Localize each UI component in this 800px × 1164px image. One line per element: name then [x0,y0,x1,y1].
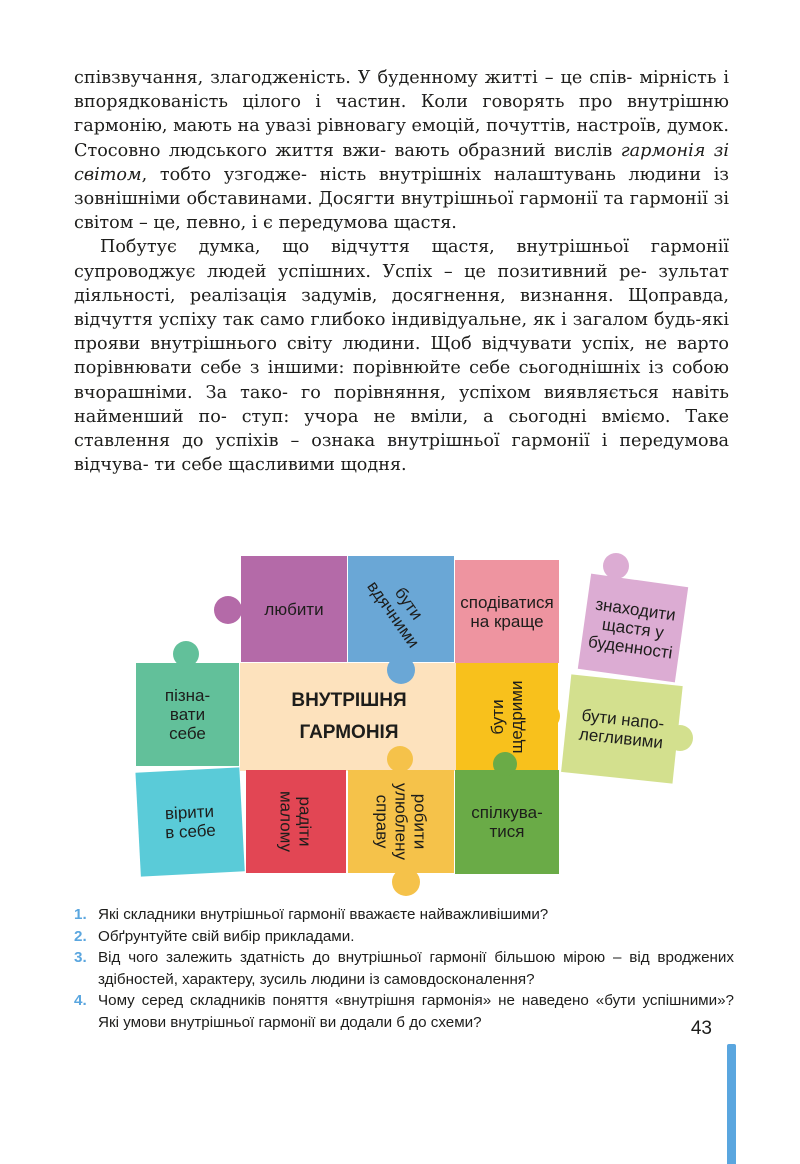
question-text: Обґрунтуйте свій вибір прикладами. [98,927,355,945]
text-line: мірність і впорядкованість цілого і частин. Коли говорять [74,68,730,113]
puzzle-label-viryty: вірити в себе [164,801,217,843]
question-item [74,926,734,948]
text-line: , тобто узгодже- [141,164,307,185]
puzzle-label-napoleglyvymy: бути напо- легливими [578,705,666,753]
page-accent-bar [727,1044,736,1164]
question-number: 1. [74,906,87,923]
text-line: порівнюйте себе сьогоднішніх із собою вчорашніми. За тако- [74,358,729,403]
question-item [74,990,734,1033]
text-line: про внутрішню гармонію, мають на увазі рівновагу емоцій, [74,92,729,137]
text-line: вають образний вислів [394,140,613,161]
italic-phrase: гармонія зі світом [74,140,730,185]
text-line: ступ: учора не вміли, а сьогодні вміємо. Таке ставлення до [74,406,729,452]
questions-list [74,904,734,1033]
text-line: співзвучання, злагодженість. У буденному житті – це спів- [74,68,633,88]
text-line: почуттів, настроїв, думок. Стосовно людського життя вжи- [74,116,730,161]
text-line: Щоб відчувати успіх, не варто порівнювати себе з іншими: [74,334,730,379]
question-item [74,947,734,990]
puzzle-label-central: ВНУТРІШНЯ ГАРМОНІЯ [291,690,407,743]
text-line: го порівняння, успіхом виявляється навіть найменший по- [74,382,729,427]
text-line: успіхів – ознака внутрішньої гармонії і передумова відчува- [74,431,729,476]
question-text: Чому серед складників поняття «внутрішня гармонія» не наведено «бути успішними»? Які умови внутрішньої гармонії ви додали б до схеми? [98,992,734,1031]
question-text: Від чого залежить здатність до внутрішньої гармонії більшою мірою – від вроджених здібностей, характеру, зусиль людини із самовдосконалення? [98,949,734,988]
puzzle-label-robyty: робити улюблену справу [372,782,430,861]
puzzle-label-radity: радіти малому [277,790,315,853]
text-line: ти себе щасливими щодня. [154,455,407,476]
page-number: 43 [690,1018,712,1039]
question-number: 2. [74,927,87,945]
question-number: 4. [74,992,87,1009]
puzzle-label-lyubyty: любити [264,599,324,619]
puzzle-label-spodivatysia: сподіватися на краще [460,592,554,631]
text-line: ність внутрішніх налаштувань людини із зовнішніми [74,164,729,210]
text-line: супроводжує людей успішних. Успіх – це позитивний ре- [74,261,647,282]
question-text: Які складники внутрішньої гармонії вважаєте найважливішими? [98,906,549,923]
text-line: світом – це, певно, і є передумова щастя. [74,213,457,234]
text-line: як і загалом будь-які прояви внутрішнього світу людини. [74,310,730,355]
text-line: Побутує думка, що відчуття щастя, внутрішньої гармонії [100,237,729,258]
text-line: зультат діяльності, реалізація задумів, досягнення, визнання. [74,261,730,306]
question-number: 3. [74,949,87,966]
puzzle-knob [214,596,242,624]
puzzle-label-znakhodyty: знаходити щастя у буденності [586,594,677,663]
question-item [74,904,734,926]
puzzle-label-piznavaty: пізна- вати себе [164,686,211,743]
text-line: Щоправда, відчуття успіху так само глибоко індивідуальне, [74,285,729,331]
text-line: обставинами. Досягти внутрішньої гармонії та гармонії зі [186,189,729,210]
puzzle-label-spilkuvatysia: спілкува- тися [471,803,543,841]
puzzle-label-vdiachnymy: бути вдячними [363,577,427,652]
puzzle-label-shchedrymy: бути щедрими [488,680,526,754]
